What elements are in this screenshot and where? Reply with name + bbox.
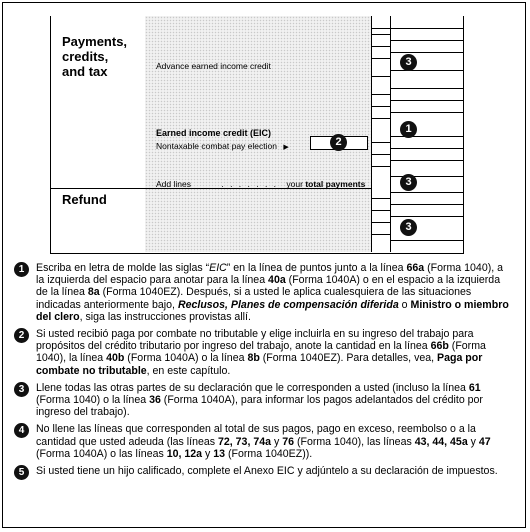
note-text: Si usted recibió paga por combate no tributable y elige incluirla en su ingreso del trabajo para propósitos del crédito tributario por ingreso del trabajo, anote la cantidad en la línea 66b (Forma 1040), la línea 40b (Forma 1040A) o la línea 8b (Forma 1040EZ). Para detalles, vea, Paga por combate no tributable, en este capítulo. bbox=[36, 328, 486, 377]
leader-dots: . . . . . . . bbox=[221, 179, 279, 189]
note-text: No llene las líneas que corresponden al total de sus pagos, pago en exceso, reembolso o a la cantidad que usted adeuda (las líneas 72, 73, 74a y 76 (Forma 1040), las líneas 43, 44, 45a y 47 (Forma 1040A) o las líneas 10, 12a y 13 (Forma 1040EZ)). bbox=[36, 423, 491, 460]
amount-line bbox=[390, 88, 463, 89]
note-number-badge: 1 bbox=[14, 262, 29, 277]
amount-line bbox=[390, 160, 463, 161]
instruction-note bbox=[14, 262, 514, 323]
column-tick bbox=[371, 46, 390, 47]
amount-line bbox=[390, 70, 463, 71]
total-payments-label: total payments bbox=[305, 179, 366, 189]
instruction-note bbox=[14, 382, 514, 419]
note-number-badge: 2 bbox=[14, 328, 29, 343]
section-title-refund: Refund bbox=[62, 192, 107, 207]
note-text: Si usted tiene un hijo calificado, complete el Anexo EIC y adjúntelo a su declaración de impuestos. bbox=[36, 465, 498, 478]
note-text: Llene todas las otras partes de su declaración que le corresponden a usted (incluso la línea 61 (Forma 1040) o la línea 36 (Forma 1040A), para informar los pagos adelantados del crédito por ingreso del trabajo). bbox=[36, 381, 483, 419]
section-title-line: and tax bbox=[62, 64, 108, 79]
column-tick bbox=[371, 118, 390, 119]
column-tick bbox=[371, 142, 390, 143]
column-tick bbox=[371, 94, 390, 95]
instruction-note bbox=[14, 423, 514, 460]
amount-line bbox=[390, 136, 463, 137]
column-tick bbox=[371, 34, 390, 35]
instruction-note bbox=[14, 328, 514, 377]
step-badge-3: 3 bbox=[400, 219, 417, 236]
note-number-badge: 5 bbox=[14, 465, 29, 480]
note-number-badge: 3 bbox=[14, 382, 29, 397]
amount-line bbox=[390, 100, 463, 101]
amount-line bbox=[390, 52, 463, 53]
amount-line bbox=[371, 28, 463, 29]
amount-line bbox=[390, 240, 463, 241]
column-tick bbox=[371, 154, 390, 155]
step-badge-1: 1 bbox=[400, 121, 417, 138]
amount-line bbox=[390, 192, 463, 193]
column-tick bbox=[371, 198, 390, 199]
total-payments-prefix: your bbox=[286, 179, 306, 189]
column-tick bbox=[371, 234, 390, 235]
nontaxable-combat-text: Nontaxable combat pay election bbox=[156, 141, 277, 151]
note-text: Escriba en letra de molde las siglas “EIC” en la línea de puntos junto a la línea 66a (Forma 1040), a la izquierda del espacio para anotar para la línea 40a (Forma 1040A) o en el espacio a la izquierda de la línea 8a (Forma 1040EZ). Después, si a usted le aplica cualesquiera de las situaciones indicadas anteriormente bajo, Reclusos, Planes de compensación diferida o Ministro o miembro del clero, siga las instrucciones provistas allí. bbox=[36, 262, 509, 323]
column-tick bbox=[371, 166, 390, 167]
section-title-payments bbox=[62, 34, 127, 79]
section-title-line: Payments, bbox=[62, 34, 128, 49]
amount-line bbox=[390, 148, 463, 149]
add-lines-text: Add lines bbox=[156, 179, 191, 189]
column-tick bbox=[371, 210, 390, 211]
step-badge-2: 2 bbox=[330, 134, 347, 151]
column-tick bbox=[371, 76, 390, 77]
amount-line bbox=[390, 40, 463, 41]
nontaxable-combat-label bbox=[156, 141, 289, 153]
column-tick bbox=[371, 58, 390, 59]
column-tick bbox=[371, 222, 390, 223]
note-number-badge: 4 bbox=[14, 423, 29, 438]
amount-line bbox=[390, 204, 463, 205]
section-title-line: credits, bbox=[62, 49, 109, 64]
column-tick bbox=[371, 106, 390, 107]
eic-label: Earned income credit (EIC) bbox=[156, 128, 272, 138]
add-lines-label bbox=[156, 179, 365, 189]
instruction-notes bbox=[14, 262, 514, 482]
amount-line bbox=[390, 216, 463, 217]
amount-line bbox=[390, 112, 463, 113]
arrow-icon: ▶ bbox=[283, 144, 289, 151]
step-badge-3: 3 bbox=[400, 54, 417, 71]
advance-eic-label: Advance earned income credit bbox=[156, 61, 271, 71]
instruction-note bbox=[14, 465, 514, 477]
step-badge-3: 3 bbox=[400, 174, 417, 191]
